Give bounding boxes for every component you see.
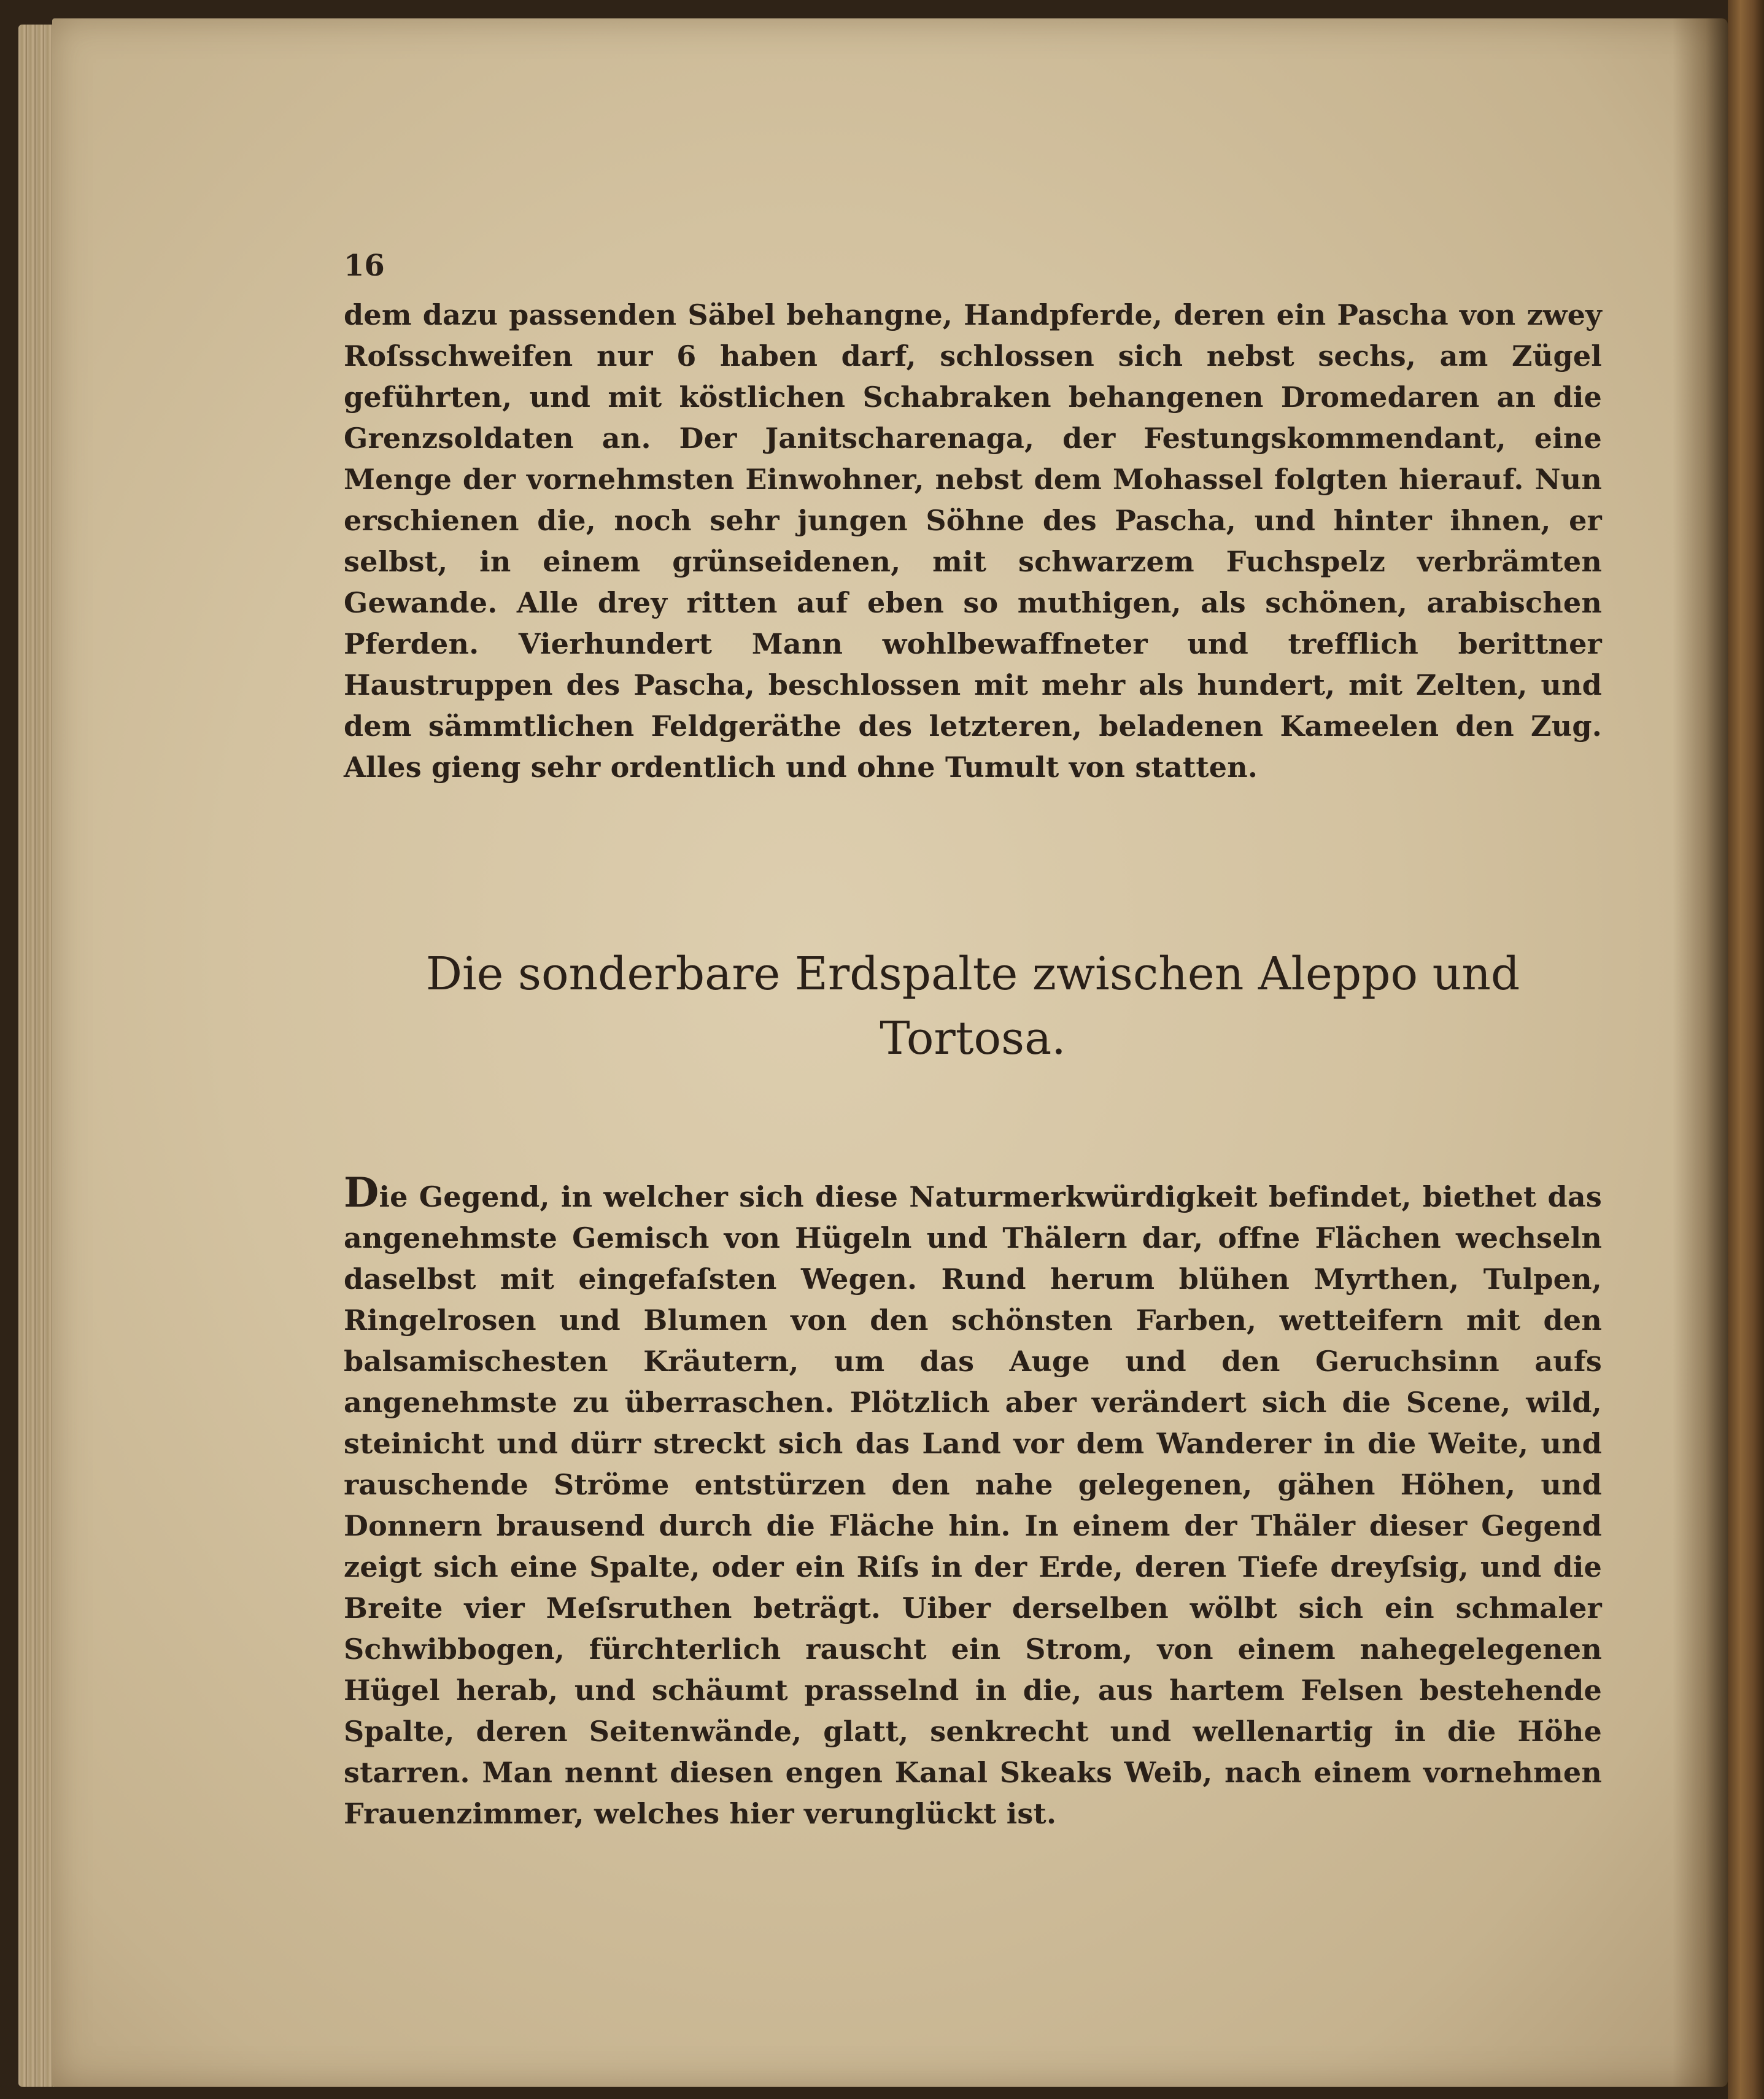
- heading-line-2: Tortosa.: [880, 1012, 1066, 1065]
- paragraph-erdspalte: [344, 1169, 1602, 1834]
- book-spine: [1728, 0, 1764, 2099]
- page-number: 16: [344, 249, 385, 283]
- heading-line-1: Die sonderbare Erdspalte zwischen Aleppo und: [425, 948, 1520, 1000]
- section-heading: [344, 942, 1602, 1071]
- drop-cap: D: [344, 1169, 379, 1216]
- page-gutter-shadow: [1673, 18, 1728, 2087]
- paragraph-procession: dem dazu passenden Säbel behangne, Handpferde, deren ein Pascha von zwey Roſsschweifen nur 6 haben darf, schlossen sich nebst sechs, am Zügel geführten, und mit köstlichen Schabraken behangenen Dromedaren an die Grenzsoldaten an. Der Janitscharenaga, der Festungskommendant, eine Menge der vornehmsten Einwohner, nebst dem Mohassel folgten hierauf. Nun erschienen die, noch sehr jungen Söhne des Pascha, und hinter ihnen, er selbst, in einem grünseidenen, mit schwarzem Fuchspelz verbrämten Gewande. Alle drey ritten auf eben so muthigen, als schönen, arabischen Pferden. Vierhundert Mann wohlbewaffneter und trefflich berittner Haustruppen des Pascha, beschlossen mit mehr als hundert, mit Zelten, und dem sämmtlichen Feldgeräthe des letzteren, beladenen Kameelen den Zug. Alles gieng sehr ordentlich und ohne Tumult von statten.: [344, 298, 1602, 784]
- paragraph-erdspalte-body: ie Gegend, in welcher sich diese Naturmerkwürdigkeit befindet, biethet das angenehmste Gemisch von Hügeln und Thälern dar, offne Flächen wechseln daselbst mit eingefaſsten Wegen. Rund herum blühen Myrthen, Tulpen, Ringelrosen und Blumen von den schönsten Farben, wetteifern mit den balsamischesten Kräutern, um das Auge und den Geruchsinn aufs angenehmste zu überraschen. Plötzlich aber verändert sich die Scene, wild, steinicht und dürr streckt sich das Land vor dem Wanderer in die Weite, und rauschende Ströme entstürzen den nahe gelegenen, gähen Höhen, und Donnern brausend durch die Fläche hin. In einem der Thäler dieser Gegend zeigt sich eine Spalte, oder ein Riſs in der Erde, deren Tiefe dreyſsig, und die Breite vier Meſsruthen beträgt. Uiber derselben wölbt sich ein schmaler Schwibbogen, fürchterlich rauscht ein Strom, von einem nahegelegenen Hügel herab, und schäumt prasselnd in die, aus hartem Felsen bestehende Spalte, deren Seitenwände, glatt, senkrecht und wellenartig in die Höhe starren. Man nennt diesen engen Kanal Skeaks Weib, nach einem vornehmen Frauenzimmer, welches hier verunglückt ist.: [344, 1180, 1602, 1830]
